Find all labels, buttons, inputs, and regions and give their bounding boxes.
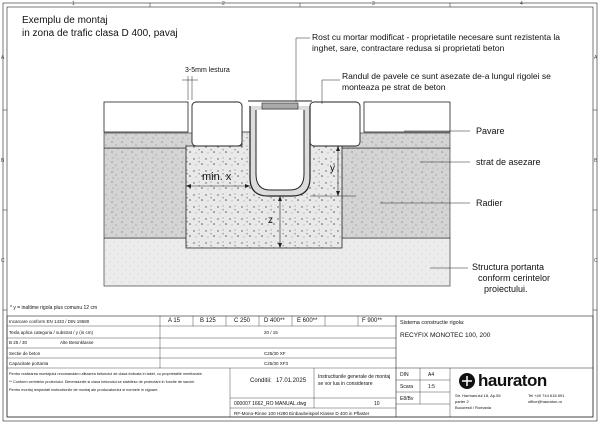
din-value: A4 [428, 372, 435, 378]
note-2: ** Conform cerintelor proiectului. Dimensiunile si clasa betonului se stabilesc de proiectant in functie de sarcini. [9, 380, 196, 384]
row4-label: Sectie de beton [9, 351, 41, 356]
note-1: Pentru realizarea montajului recomandam utilizarea betonului de clasa indicata in tabel, cu proprietatile mentionate. [9, 372, 203, 376]
callout-pavers: Randul de pavele ce sunt asezate de-a lungul rigolei se [342, 71, 551, 81]
label-structura-2: conform cerintelor [478, 273, 551, 283]
dim-min-x: min. x [202, 171, 232, 183]
row6-value: C25/30 XF3 [264, 361, 289, 366]
class-b125: B 125 [200, 318, 216, 324]
page-number: 10 [374, 401, 380, 407]
border-letter: C [1, 258, 5, 264]
class-e600: E 600** [297, 318, 318, 324]
border-letter: C [594, 258, 598, 264]
note-3: Pentru montaj respectati instructiunile de montaj ale producatorului si normele in vigoare. [9, 388, 159, 392]
paver-right [310, 102, 360, 146]
row2-value: 20 / 15 [264, 330, 278, 335]
class-c250: C 250 [234, 318, 251, 324]
scale-label: Scara [400, 384, 414, 390]
callout-pavers-2: monteaza pe strat de beton [342, 82, 446, 92]
hauraton-logo-icon [459, 373, 475, 389]
email: office@hauraton.ro [528, 399, 563, 404]
footnote: * y = inaltime rigola plus comunu 12 cm [10, 305, 98, 311]
load-class-label: Incarcare conform EN 1433 / DIN 19580 [9, 319, 90, 324]
callout-mortar: Rost cu mortar modificat - proprietatile necesare sunt rezistenta la [312, 32, 561, 42]
dim-y: y [330, 163, 335, 174]
label-strat: strat de asezare [476, 157, 541, 167]
border-letter: A [1, 55, 5, 61]
instructions-1: Instructiunile generale de montaj [318, 374, 391, 380]
row5-label: Capacitate portanta [9, 361, 49, 366]
address-3: Bucuresti / Romania [455, 405, 492, 410]
doc-number: 000007 1662_RO MANUAL.dwg [234, 401, 307, 407]
dim-z: z [268, 215, 273, 226]
grating [262, 103, 298, 109]
border-letter: B [1, 158, 5, 164]
label-pavare: Pavare [476, 126, 505, 136]
scale-value: 1:5 [428, 384, 435, 390]
row3-value: C25/30 XF [264, 351, 286, 356]
description: RF-Mono-Rinne 100 H280 Einbaubeispiel Klasse D 400 in Pflaster [234, 411, 370, 416]
conditii-label: Conditii: [250, 378, 272, 384]
row3-label: B 25 / 30 [9, 340, 28, 345]
border-number: 4 [520, 1, 523, 7]
row3-sub: Alte Betonklasse [60, 340, 94, 345]
phone: Tel +40 744 618 691 [528, 393, 565, 398]
border-number: 1 [72, 1, 75, 7]
address-2: parter 2 [455, 399, 469, 404]
drawing-subtitle: in zona de trafic clasa D 400, pavaj [22, 28, 178, 39]
class-f900: F 900** [362, 318, 383, 324]
date: 17.01.2025 [276, 378, 307, 384]
drawing-title: Exemplu de montaj [22, 15, 108, 26]
callout-mortar-2: inghet, sare, contractare redusa si proprietati beton [312, 43, 505, 53]
paver-left [192, 102, 242, 146]
company-name: hauraton [478, 371, 547, 390]
label-radier: Radier [476, 198, 503, 208]
border-number: 2 [222, 1, 225, 7]
class-a15: A 15 [168, 318, 181, 324]
label-structura-3: proiectului. [484, 284, 528, 294]
din-label: DIN [400, 372, 409, 378]
system-value: RECYFIX MONOTEC 100, 200 [400, 332, 491, 339]
e-label: E8/Bv [400, 396, 414, 402]
callout-gap: 3-5mm lestura [185, 67, 230, 74]
border-letter: B [594, 158, 598, 164]
system-label: Sistema constructie rigola: [400, 320, 465, 326]
class-d400: D 400** [264, 318, 285, 324]
border-letter: A [594, 55, 598, 61]
row2-label: Tesla aplica categoria / substrat / y (in cm) [9, 330, 94, 335]
instructions-2: se vor lua in considerare [318, 381, 373, 387]
label-structura: Structura portanta [472, 262, 545, 272]
address-1: Str. Harmanului 18, Ap.55 [455, 393, 501, 398]
border-number: 3 [372, 1, 375, 7]
